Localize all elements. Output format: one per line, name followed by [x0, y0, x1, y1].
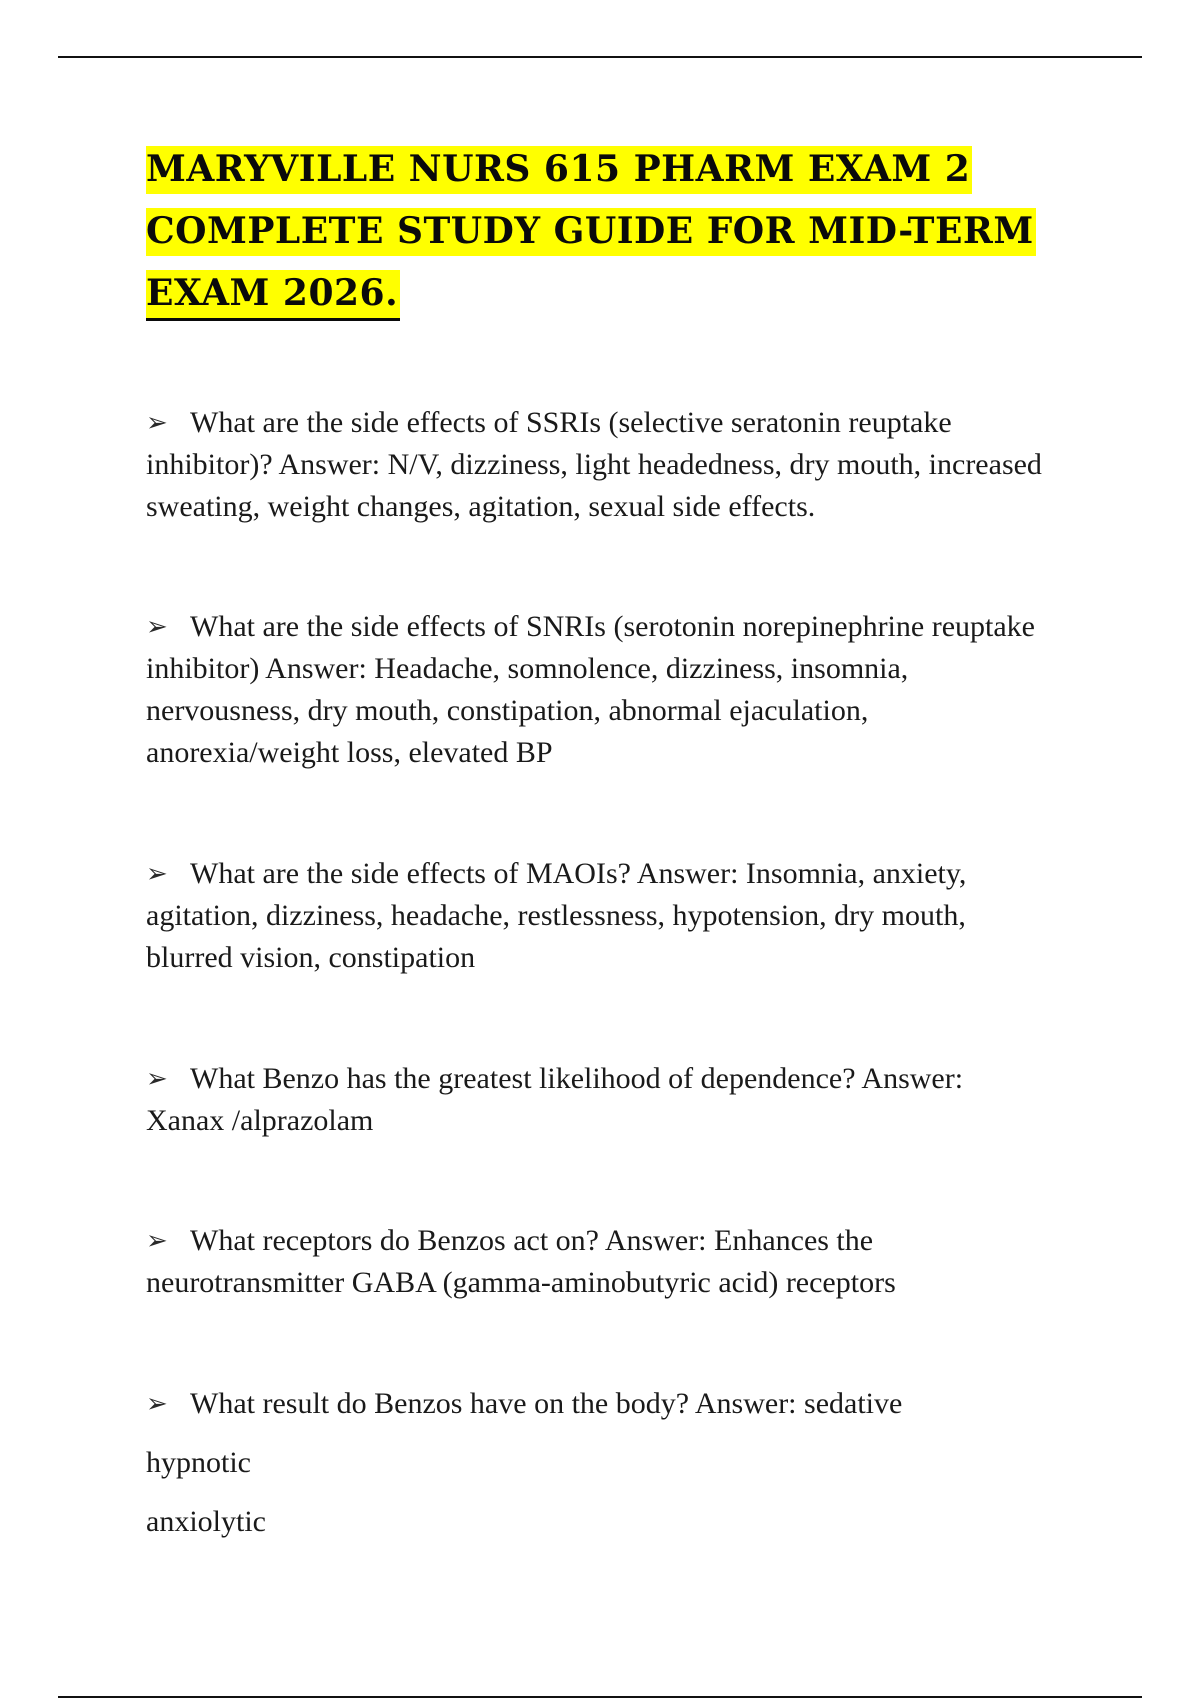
bottom-rule	[58, 1696, 1142, 1698]
arrow-bullet-icon: ➢	[146, 1064, 168, 1094]
arrow-bullet-icon: ➢	[146, 612, 168, 642]
question-item	[146, 606, 1046, 774]
question-text: What are the side effects of SSRIs (selective seratonin reuptake inhibitor)? Answer: N/V, dizziness, light headedness, dry mouth, increased sweating, weight changes, agitation, sexual side effects.	[146, 406, 1042, 523]
question-text: What receptors do Benzos act on? Answer: Enhances the neurotransmitter GABA (gamma-aminobutyric acid) receptors	[146, 1224, 896, 1299]
arrow-bullet-icon: ➢	[146, 859, 168, 889]
question-text: What result do Benzos have on the body? Answer: sedative	[190, 1387, 903, 1420]
arrow-bullet-icon: ➢	[146, 1226, 168, 1256]
question-text: What are the side effects of SNRIs (serotonin norepinephrine reuptake inhibitor) Answer: Headache, somnolence, dizziness, insomnia, nervousness, dry mouth, constipation, abnormal ejaculation, anorexia/weight loss, elevated BP	[146, 610, 1035, 769]
title-line-1: MARYVILLE NURS 615 PHARM EXAM 2	[146, 138, 1076, 200]
title-line-2: COMPLETE STUDY GUIDE FOR MID-TERM	[146, 200, 1076, 262]
answer-continuation: anxiolytic	[146, 1505, 266, 1538]
answer-continuation: hypnotic	[146, 1446, 251, 1479]
question-item	[146, 1383, 1046, 1425]
top-rule	[58, 56, 1142, 58]
question-item	[146, 853, 1046, 979]
page-title	[146, 138, 1076, 324]
question-text: What Benzo has the greatest likelihood of dependence? Answer: Xanax /alprazolam	[146, 1062, 964, 1137]
title-line-3: EXAM 2026.	[146, 262, 1076, 324]
question-item	[146, 402, 1046, 528]
question-item	[146, 1058, 1046, 1142]
arrow-bullet-icon: ➢	[146, 1389, 168, 1419]
arrow-bullet-icon: ➢	[146, 408, 168, 438]
question-item	[146, 1220, 1046, 1304]
question-text: What are the side effects of MAOIs? Answer: Insomnia, anxiety, agitation, dizziness, headache, restlessness, hypotension, dry mouth, blurred vision, constipation	[146, 857, 967, 974]
